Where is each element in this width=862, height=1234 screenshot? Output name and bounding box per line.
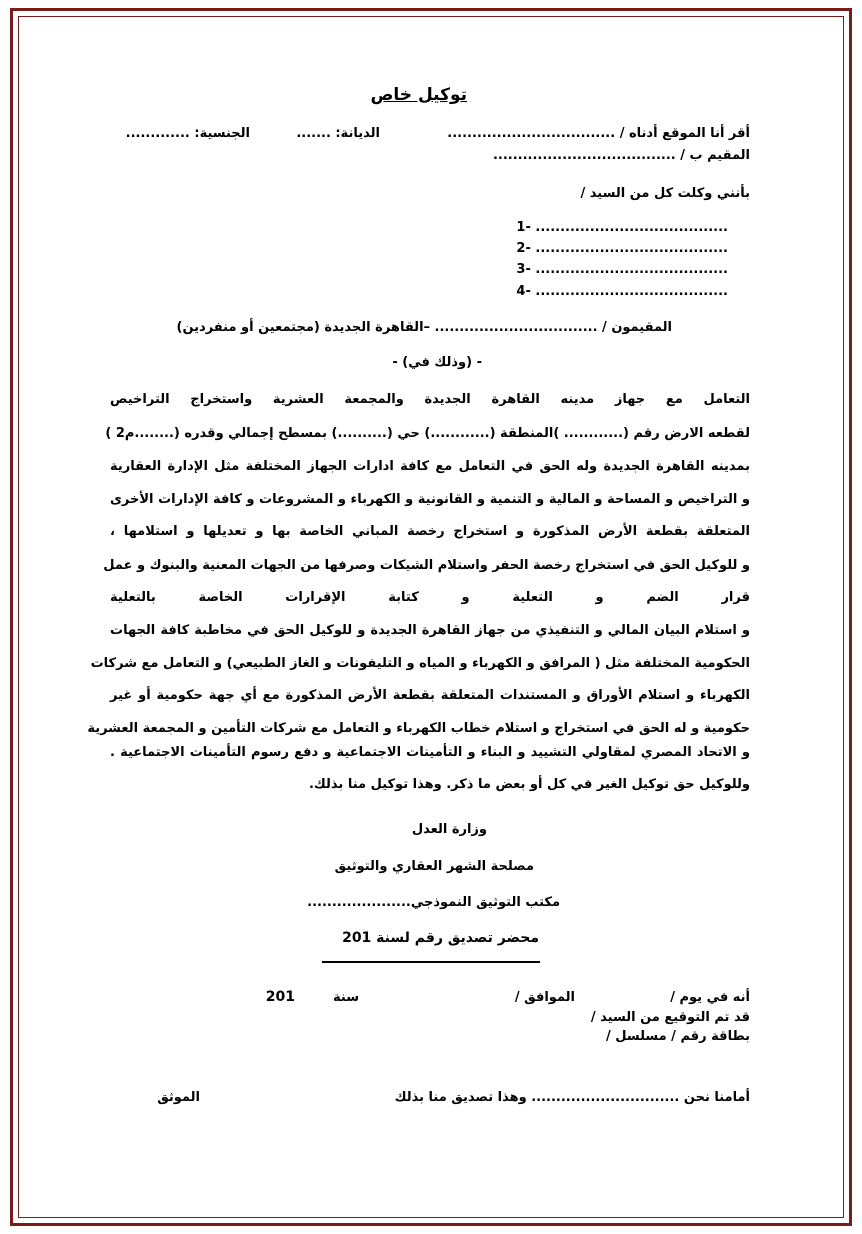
- before-us-line: أمامنا نحن .............................. وهذا تصديق منا بذلك: [394, 1090, 750, 1105]
- cert-corresponding: الموافق /: [514, 990, 575, 1005]
- body-line: و الاتحاد المصري لمقاولي التشييد و البناء و التأمينات الاجتماعية و دفع رسوم التأمينات الاجتماعية .: [110, 745, 750, 760]
- cert-year-label: سنة: [333, 990, 359, 1005]
- nationality-field: الجنسية: .............: [125, 126, 250, 141]
- cert-year-value: 201: [265, 989, 295, 1005]
- body-line: الكهرباء و استلام الأوراق و المستندات المتعلقة بقطعة الأرض المذكورة مع أي جهة حكومية أو غير: [110, 688, 750, 703]
- document-title: توكيل خاص: [370, 85, 467, 105]
- body-line-closing: وللوكيل حق توكيل الغير في كل أو بعض ما ذكر. وهذا توكيل منا بذلك.: [308, 777, 750, 792]
- scope-heading: - (وذلك في) -: [392, 355, 482, 370]
- residence-field: المقيم ب / .....................................: [492, 148, 750, 163]
- declarant-field: أقر أنا الموقع أدناه / ..................................: [447, 126, 750, 141]
- religion-field: الديانة: .......: [296, 126, 380, 141]
- ministry-heading: وزارة العدل: [411, 822, 487, 837]
- body-line: و استلام البيان المالي و التنفيذي من جهاز القاهرة الجديدة و للوكيل الحق في مخاطبة كافة الجهات: [110, 623, 750, 638]
- record-underline: [322, 961, 540, 963]
- notary-signature: الموثق: [157, 1090, 200, 1105]
- body-line: و للوكيل الحق في استخراج رخصة الحفر واستلام الشيكات وصرفها من الجهات المعنية والبنوك و عمل: [103, 558, 750, 573]
- notary-office: مكتب التوثيق النموذجي.....................: [307, 895, 560, 910]
- body-line: المتعلقة بقطعة الأرض المذكورة و استخراج رخصة المباني الخاصة بها و تعديلها و استلامها ،: [110, 524, 750, 539]
- authority-heading: مصلحة الشهر العقاري والتوثيق: [334, 859, 534, 874]
- body-line: التعامل مع جهاز مدينه القاهرة الجديدة والمجمعة العشرية واستخراج التراخيص: [110, 392, 750, 407]
- agent-line-3: 3- .......................................: [516, 262, 728, 277]
- body-line: بمدينه القاهرة الجديدة وله الحق في التعامل مع كافة ادارات الجهاز المختلفة مثل الإدارة العقارية: [110, 459, 750, 474]
- agent-line-4: 4- .......................................: [516, 284, 728, 299]
- appointment-line: بأنني وكلت كل من السيد /: [580, 186, 750, 201]
- body-line: و التراخيص و المساحة و المالية و التنمية و القانونية و الكهرباء و المشروعات و كافة الإدارات الأخرى: [110, 492, 750, 507]
- cert-card: بطاقة رقم / مسلسل /: [605, 1029, 750, 1044]
- agent-line-1: 1- .......................................: [516, 220, 728, 235]
- cert-signed: قد تم التوقيع من السيد /: [590, 1010, 750, 1025]
- record-number: محضر تصديق رقم لسنة 201: [342, 930, 539, 946]
- agent-line-2: 2- .......................................: [516, 241, 728, 256]
- body-line: حكومية و له الحق في استخراج و استلام خطاب الكهرباء و التعامل مع شركات التأمين و المجمعة العشرية: [87, 721, 750, 736]
- body-line: قرار الضم و التعلية و كتابة الإقرارات الخاصة بالتعلية: [110, 590, 750, 605]
- body-line: الحكومية المختلفة مثل ( المرافق و الكهرباء و المياه و التليفونات و الغاز الطبيعي) و التعامل مع شركات: [90, 656, 750, 671]
- residents-line: المقيمون / ................................. –القاهرة الجديدة (مجتمعين أو منفردين): [176, 320, 672, 335]
- body-line: لقطعه الارض رقم (............ )المنطقة (............) حي (..........) بمسطح إجمالي وقدره (........م2 ): [105, 426, 750, 441]
- cert-day: أنه في يوم /: [670, 990, 750, 1005]
